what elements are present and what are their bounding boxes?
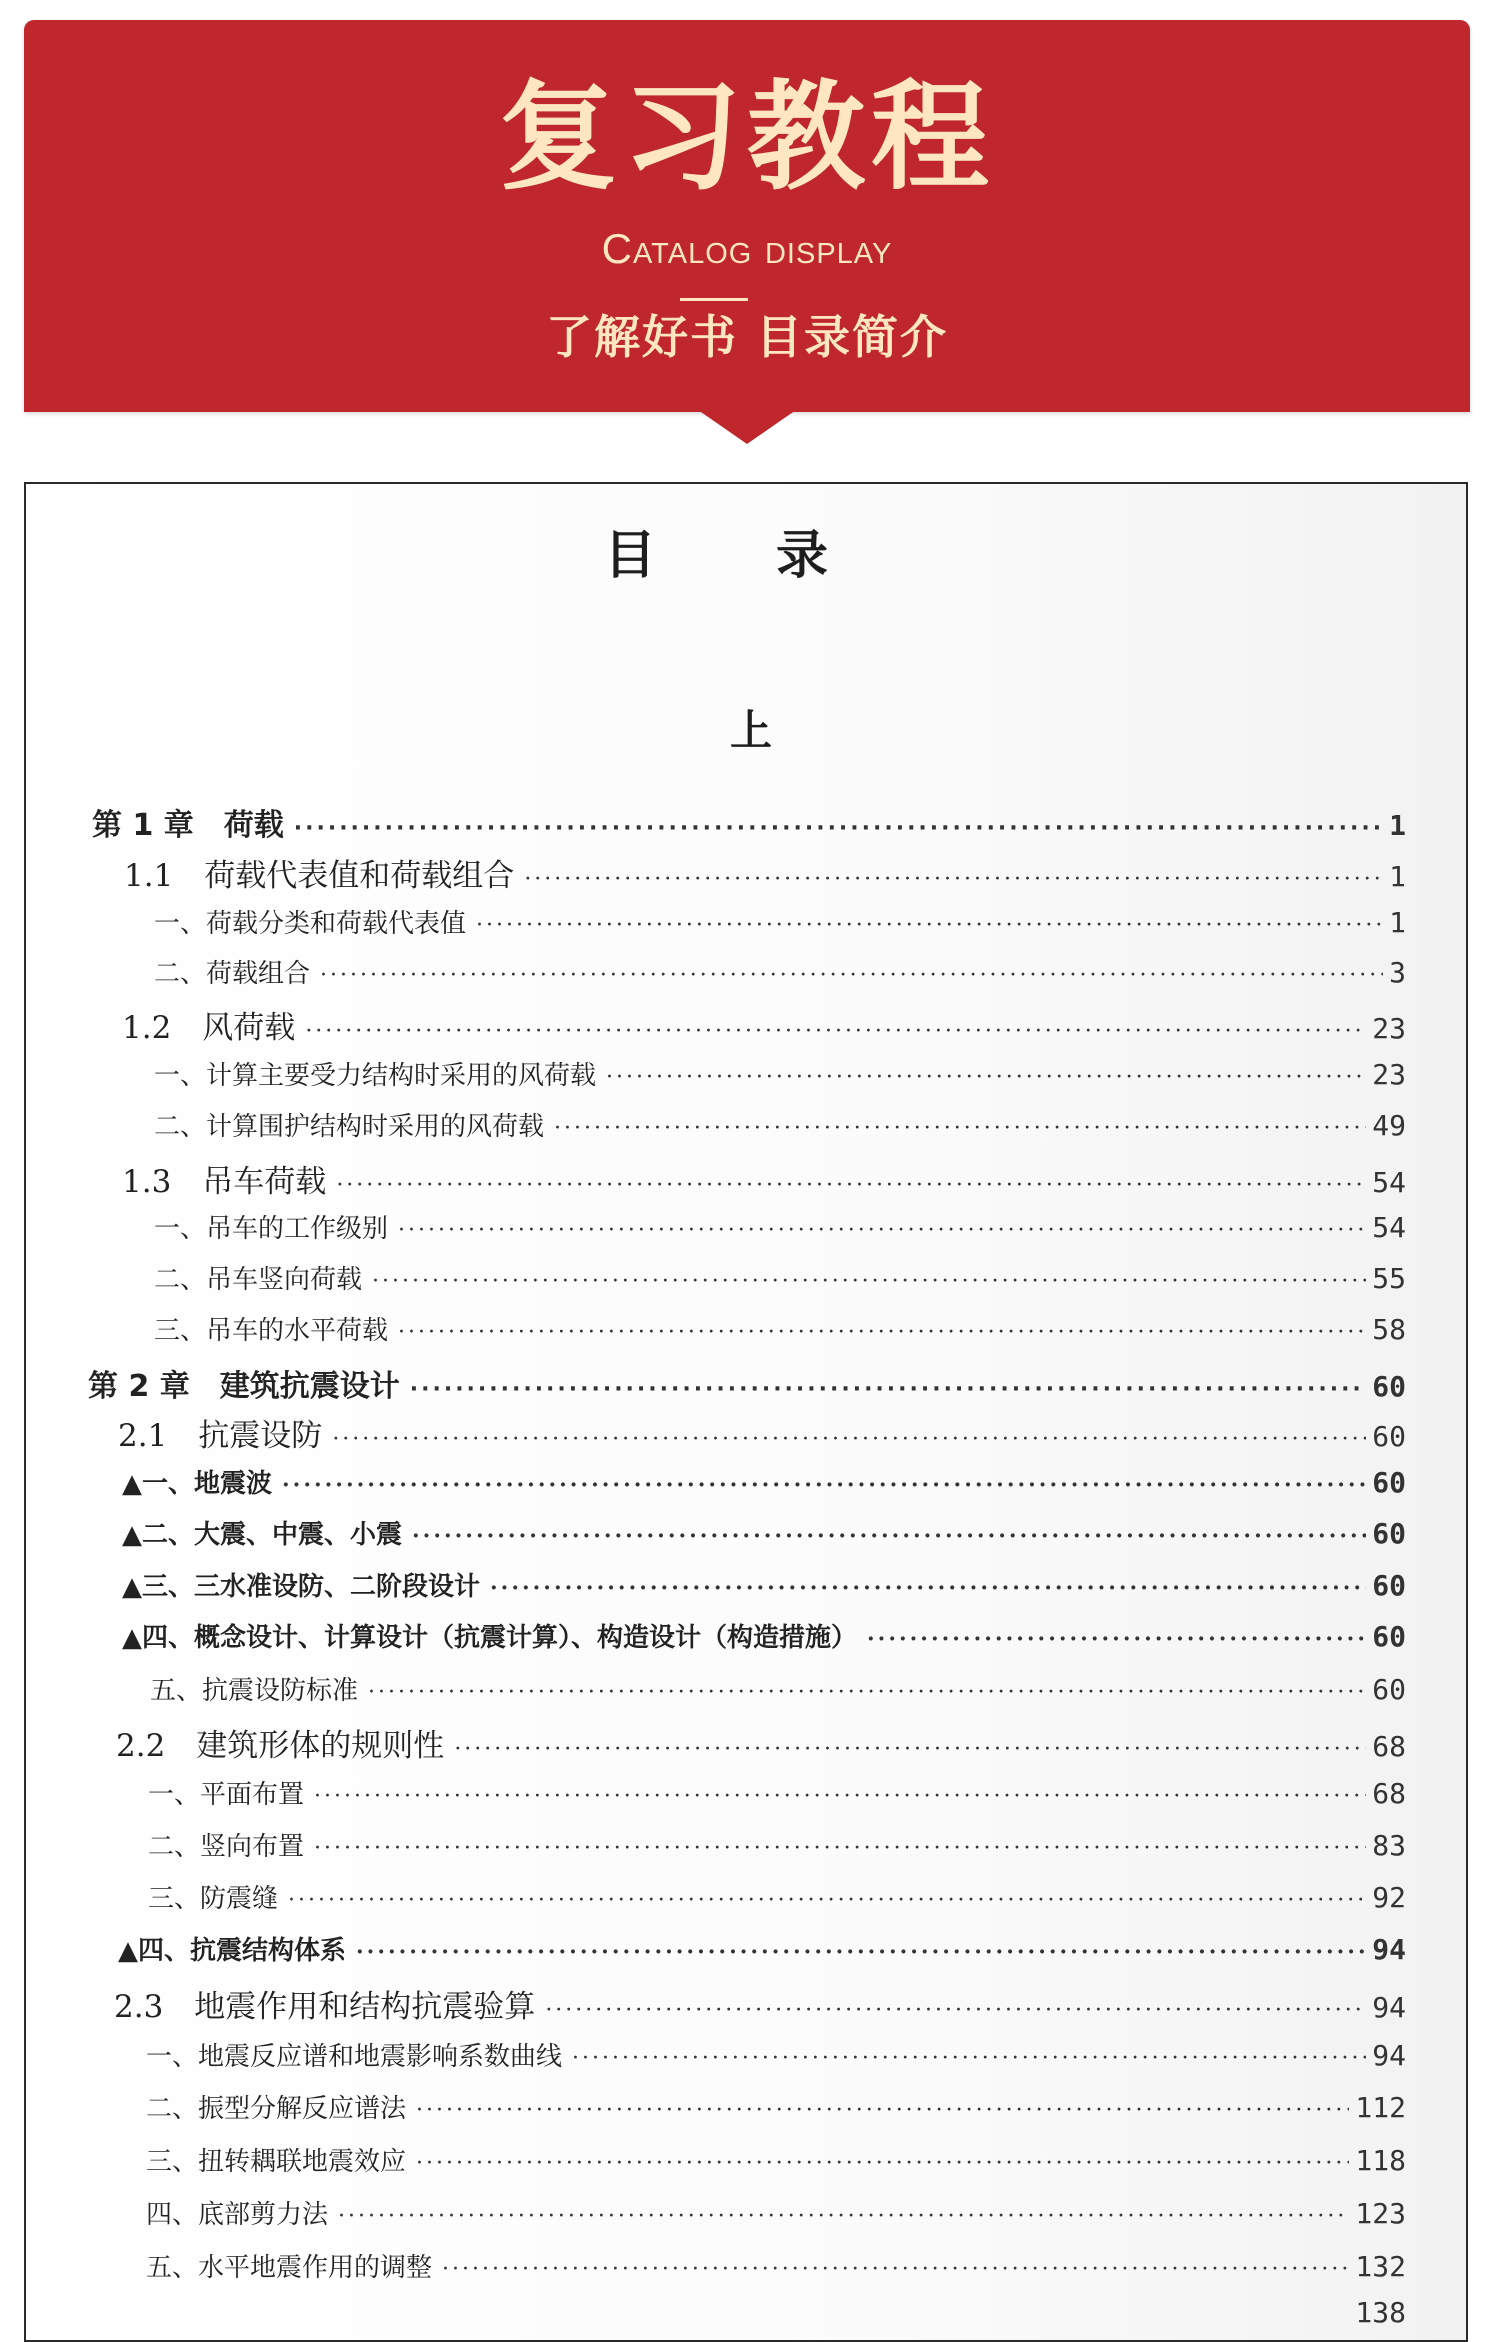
leader-dots bbox=[314, 1784, 1366, 1809]
toc-entry-title: 三、扭转耦联地震效应 bbox=[146, 2147, 407, 2177]
leader-dots bbox=[338, 2204, 1349, 2229]
toc-entry-page: 60 bbox=[1372, 1466, 1406, 1499]
toc-entry-page: 60 bbox=[1372, 1620, 1406, 1653]
toc-entry-page: 83 bbox=[1372, 1829, 1406, 1862]
toc-entry-page: 118 bbox=[1355, 2144, 1406, 2177]
toc-entry-title: 五、水平地震作用的调整 bbox=[146, 2253, 433, 2283]
toc-entry-title: 五、抗震设防标准 bbox=[150, 1676, 359, 1706]
toc-entry-item bbox=[154, 1259, 1406, 1296]
toc-entry-page: 49 bbox=[1372, 1109, 1406, 1142]
toc-entry-title: 1.2 风荷载 bbox=[122, 1010, 296, 1046]
toc-entry-page: 94 bbox=[1372, 1933, 1406, 1966]
toc-entry-page: 112 bbox=[1355, 2091, 1406, 2124]
toc-entry-section bbox=[114, 1981, 1406, 2026]
toc-entry-item bbox=[154, 1310, 1406, 1347]
toc-entry-item bbox=[146, 2141, 1406, 2178]
leader-dots bbox=[320, 963, 1383, 988]
toc-entry-page: 55 bbox=[1372, 1262, 1406, 1295]
toc-entry-title: 二、振型分解反应谱法 bbox=[146, 2094, 407, 2124]
toc-entry-title: 二、吊车竖向荷载 bbox=[154, 1265, 363, 1295]
toc-entry-page: 92 bbox=[1372, 1881, 1406, 1914]
leader-dots bbox=[442, 2257, 1349, 2282]
toc-entry-title: 2.3 地震作用和结构抗震验算 bbox=[114, 1989, 536, 2025]
toc-entry-item bbox=[154, 1106, 1406, 1143]
toc-entry-item bbox=[122, 1617, 1406, 1654]
leader-dots bbox=[412, 1523, 1366, 1549]
leader-dots bbox=[416, 2098, 1349, 2123]
leader-dots bbox=[288, 1888, 1366, 1913]
toc-entry-page: 60 bbox=[1372, 1673, 1406, 1706]
toc-entry-page: 54 bbox=[1372, 1166, 1406, 1199]
toc-entry-page: 1 bbox=[1389, 906, 1406, 939]
toc-entry-title: 1.3 吊车荷载 bbox=[122, 1164, 327, 1200]
banner-divider bbox=[680, 298, 748, 301]
volume-label: 上 bbox=[730, 706, 773, 755]
toc-entry-section bbox=[122, 1156, 1406, 1201]
toc-entry-page: 132 bbox=[1355, 2250, 1406, 2283]
toc-entry-page: 60 bbox=[1372, 1517, 1406, 1550]
banner-pointer-arrow bbox=[698, 410, 796, 444]
toc-entry-item bbox=[146, 2247, 1406, 2284]
leader-dots bbox=[368, 1680, 1366, 1705]
banner-title: 复习教程 bbox=[498, 68, 995, 206]
toc-entry-item bbox=[122, 1463, 1406, 1500]
toc-entry-item bbox=[146, 2036, 1406, 2073]
toc-entry-title: 一、地震反应谱和地震影响系数曲线 bbox=[146, 2042, 563, 2072]
toc-entry-page: 138 bbox=[1355, 2296, 1406, 2329]
banner-subtitle: Catalog display bbox=[601, 225, 893, 272]
toc-entry-item bbox=[154, 1208, 1406, 1245]
toc-entry-title: ▲三、三水准设防、二阶段设计 bbox=[122, 1572, 480, 1602]
toc-entry-item-cut-off bbox=[146, 2296, 1406, 2329]
catalog-banner bbox=[24, 20, 1470, 412]
leader-dots bbox=[416, 2151, 1349, 2176]
toc-entry-page: 60 bbox=[1372, 1569, 1406, 1602]
toc-entry-title: 第 1 章 荷载 bbox=[92, 808, 284, 843]
toc-entry-page: 94 bbox=[1372, 1991, 1406, 2024]
toc-entry-title: 一、荷载分类和荷载代表值 bbox=[154, 909, 467, 939]
toc-entry-section bbox=[122, 1002, 1406, 1047]
toc-entry-item bbox=[122, 1514, 1406, 1551]
leader-dots bbox=[332, 1427, 1366, 1452]
leader-dots bbox=[490, 1575, 1366, 1601]
banner-tagline: 了解好书 目录简介 bbox=[545, 310, 948, 364]
leader-dots bbox=[356, 1939, 1366, 1965]
toc-entry-title: ▲二、大震、中震、小震 bbox=[122, 1520, 402, 1550]
toc-entry-title: 2.1 抗震设防 bbox=[118, 1418, 323, 1454]
toc-entry-page: 23 bbox=[1372, 1058, 1406, 1091]
toc-heading: 目录 bbox=[604, 526, 949, 586]
toc-entry-section bbox=[124, 850, 1406, 895]
toc-entry-page: 68 bbox=[1372, 1730, 1406, 1763]
toc-entry-page: 23 bbox=[1372, 1012, 1406, 1045]
toc-entry-item bbox=[154, 903, 1406, 940]
toc-entry-item bbox=[122, 1566, 1406, 1603]
toc-entry-title: 第 2 章 建筑抗震设计 bbox=[88, 1369, 400, 1404]
leader-dots bbox=[305, 1019, 1366, 1044]
toc-entry-page: 58 bbox=[1372, 1313, 1406, 1346]
toc-entry-page: 68 bbox=[1372, 1777, 1406, 1810]
toc-entry-page: 60 bbox=[1372, 1420, 1406, 1453]
toc-entry-title: ▲四、概念设计、计算设计（抗震计算）、构造设计（构造措施） bbox=[122, 1623, 857, 1653]
toc-entry-title: 二、荷载组合 bbox=[154, 959, 311, 989]
toc-entry-page: 3 bbox=[1389, 956, 1406, 989]
toc-entry-item bbox=[154, 953, 1406, 990]
toc-entry-item bbox=[154, 1055, 1406, 1092]
leader-dots bbox=[545, 1998, 1366, 2023]
leader-dots bbox=[398, 1218, 1366, 1243]
toc-entry-title: 三、防震缝 bbox=[148, 1884, 279, 1914]
leader-dots bbox=[454, 1737, 1366, 1762]
toc-entry-page: 54 bbox=[1372, 1211, 1406, 1244]
leader-dots bbox=[398, 1320, 1366, 1345]
leader-dots bbox=[282, 1472, 1366, 1498]
leader-dots bbox=[314, 1836, 1366, 1861]
toc-entry-item bbox=[148, 1774, 1406, 1811]
toc-entry-chapter bbox=[88, 1361, 1406, 1405]
leader-dots bbox=[410, 1377, 1367, 1402]
toc-entry-page: 123 bbox=[1355, 2197, 1406, 2230]
leader-dots bbox=[524, 867, 1383, 892]
toc-entry-page: 1 bbox=[1389, 809, 1406, 842]
leader-dots bbox=[554, 1116, 1366, 1141]
leader-dots bbox=[294, 816, 1383, 841]
toc-entry-page: 60 bbox=[1372, 1370, 1406, 1403]
toc-entry-item bbox=[148, 1878, 1406, 1915]
toc-entry-title: 2.2 建筑形体的规则性 bbox=[116, 1728, 445, 1764]
leader-dots bbox=[572, 2046, 1366, 2071]
toc-entry-title: ▲一、地震波 bbox=[122, 1469, 272, 1499]
toc-entry-page: 1 bbox=[1389, 860, 1406, 893]
toc-entry-item bbox=[146, 2088, 1406, 2125]
toc-entry-title: 四、底部剪力法 bbox=[146, 2200, 329, 2230]
toc-entry-title: 三、吊车的水平荷载 bbox=[154, 1316, 389, 1346]
toc-entry-section bbox=[118, 1410, 1406, 1455]
leader-dots bbox=[476, 913, 1383, 938]
toc-entry-chapter bbox=[92, 800, 1406, 844]
toc-entry-item bbox=[118, 1930, 1406, 1967]
toc-entry-title: ▲四、抗震结构体系 bbox=[118, 1936, 346, 1966]
toc-entry-title: 二、竖向布置 bbox=[148, 1832, 305, 1862]
toc-entry-section bbox=[116, 1720, 1406, 1765]
toc-entry-item bbox=[148, 1826, 1406, 1863]
toc-entry-title: 一、平面布置 bbox=[148, 1780, 305, 1810]
toc-entry-title: 1.1 荷载代表值和荷载组合 bbox=[124, 858, 515, 894]
leader-dots bbox=[372, 1269, 1366, 1294]
toc-entry-title: 一、计算主要受力结构时采用的风荷载 bbox=[154, 1061, 597, 1091]
leader-dots bbox=[867, 1626, 1366, 1652]
toc-entry-page: 94 bbox=[1372, 2039, 1406, 2072]
toc-entry-item bbox=[146, 2194, 1406, 2231]
leader-dots bbox=[336, 1173, 1366, 1198]
leader-dots bbox=[606, 1065, 1366, 1090]
toc-entry-title: 一、吊车的工作级别 bbox=[154, 1214, 389, 1244]
toc-entry-item bbox=[150, 1670, 1406, 1707]
toc-entry-title: 二、计算围护结构时采用的风荷载 bbox=[154, 1112, 545, 1142]
